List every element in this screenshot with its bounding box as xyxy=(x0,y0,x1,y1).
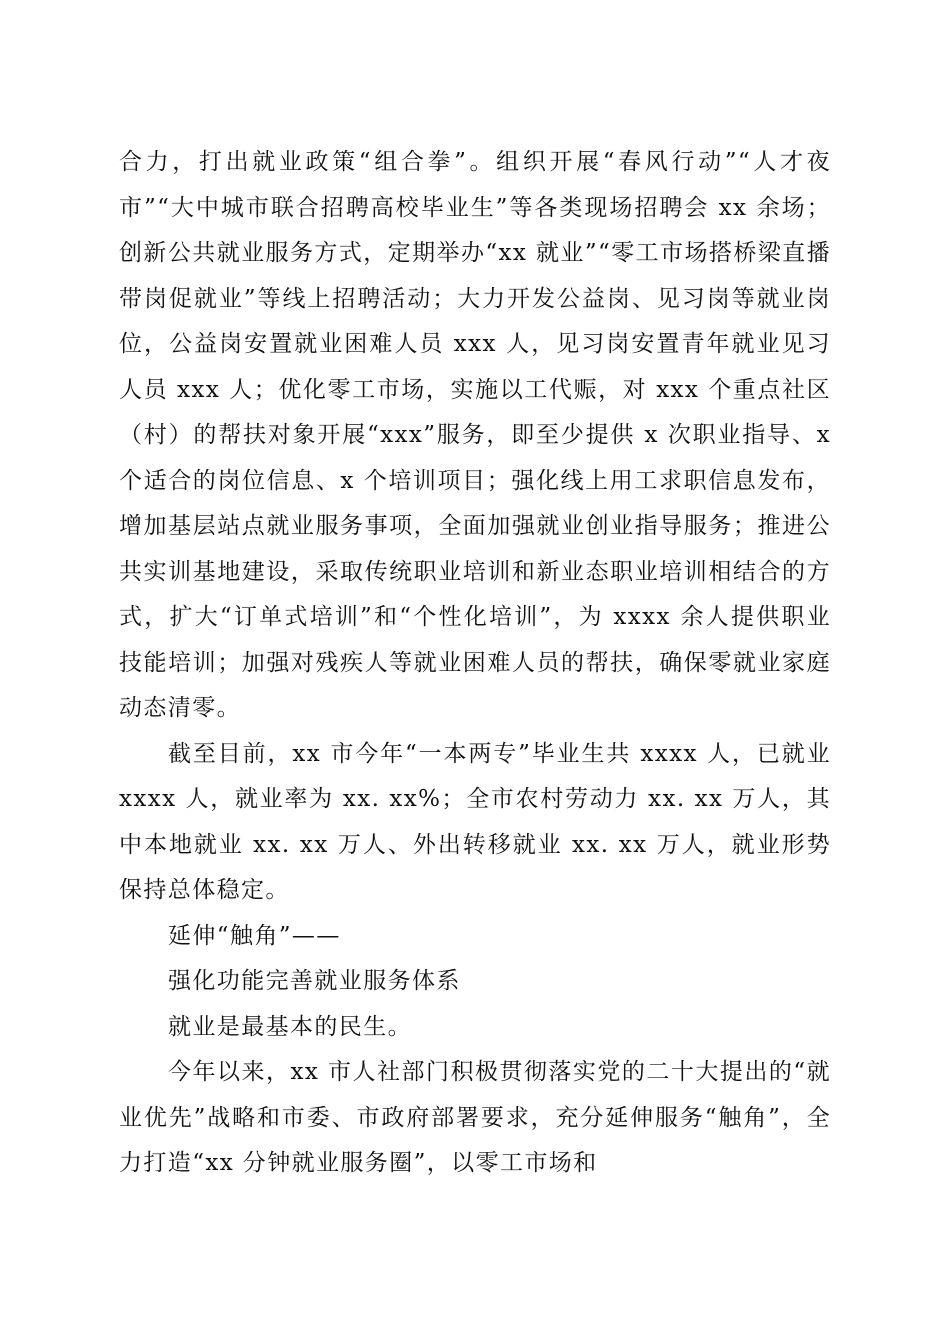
paragraph-body: 今年以来，xx 市人社部门积极贯彻落实党的二十大提出的“就业优先”战略和市委、市政府部署要求，充分延伸服务“触角”，全力打造“xx 分钟就业服务圈”，以零工市场和 xyxy=(119,1059,831,1176)
section-heading-line-1: 延伸“触角”—— xyxy=(168,922,341,949)
paragraph-lead: 就业是最基本的民生。 xyxy=(168,1013,412,1040)
paragraph-continued: 合力，打出就业政策“组合拳”。组织开展“春风行动”“人才夜市”“大中城市联合招聘高校毕业生”等各类现场招聘会 xx 余场；创新公共就业服务方式，定期举办“xx 就业”“零工市场搭桥梁直播带岗促就业”等线上招聘活动；大力开发公益岗、见习岗等就业岗位，公益岗安置就业困难人员 xxx 人，见习岗安置青年就业见习人员 xxx 人；优化零工市场，实施以工代赈，对 xxx 个重点社区（村）的帮扶对象开展“xxx”服务，即至少提供 x 次职业指导、x 个适合的岗位信息、x 个培训项目；强化线上用工求职信息发布，增加基层站点就业服务事项，全面加强就业创业指导服务；推进公共实训基地建设，采取传统职业培训和新业态职业培训相结合的方式，扩大“订单式培训”和“个性化培训”，为 xxxx 余人提供职业技能培训；加强对残疾人等就业困难人员的帮扶，确保零就业家庭动态清零。 xyxy=(119,149,831,721)
section-heading-line-2: 强化功能完善就业服务体系 xyxy=(168,968,461,994)
document-body xyxy=(119,140,831,1187)
paragraph-statistics: 截至目前，xx 市今年“一本两专”毕业生共 xxxx 人，已就业 xxxx 人，就业率为 xx. xx%；全市农村劳动力 xx. xx 万人，其中本地就业 xx. xx 万人、外出转移就业 xx. xx 万人，就业形势保持总体稳定。 xyxy=(119,740,831,903)
